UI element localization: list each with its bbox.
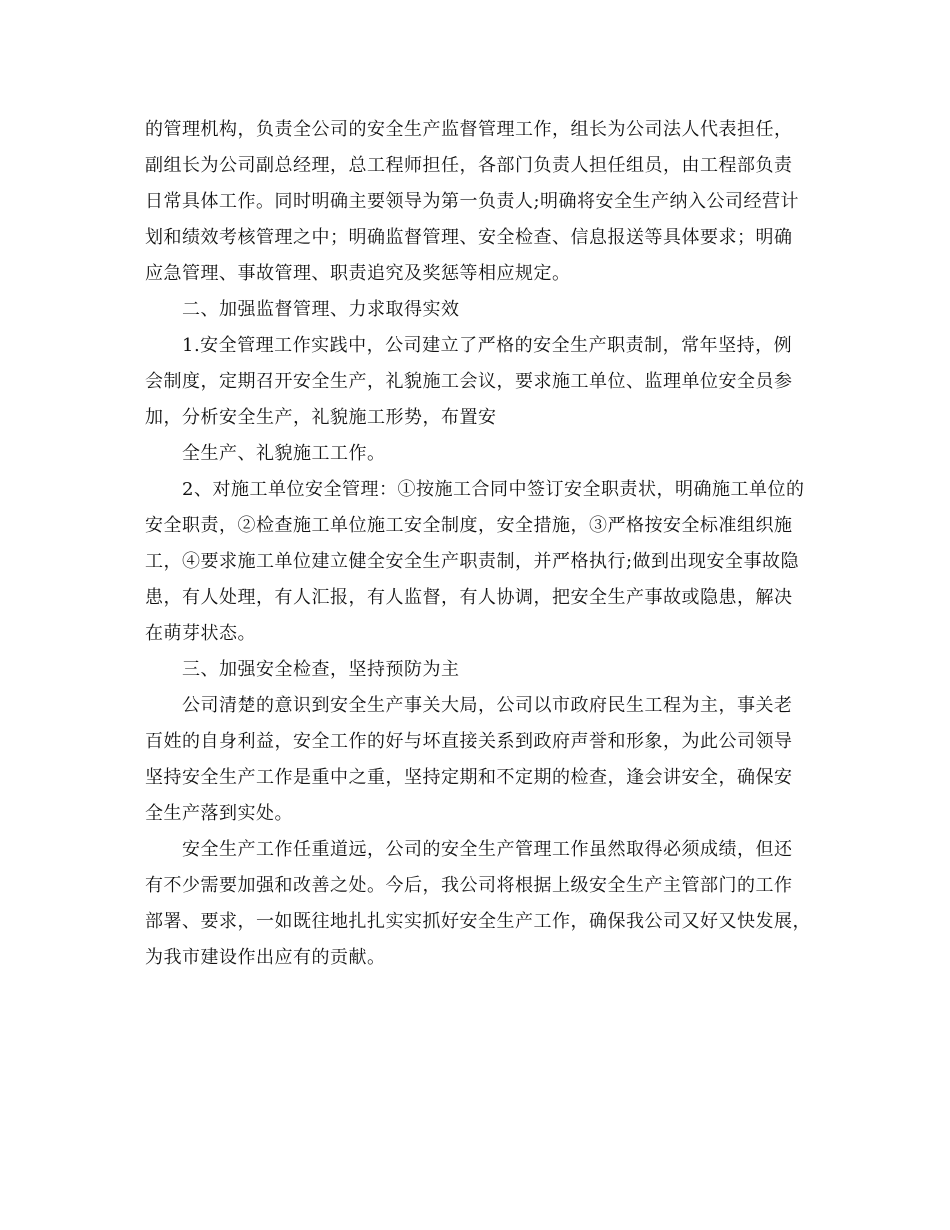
text-line: 1.安全管理工作实践中，公司建立了严格的安全生产职责制，常年坚持，例 [182,335,793,356]
text-line: 工，④要求施工单位建立健全安全生产职责制，并严格执行;做到出现安全事故隐 [145,551,800,572]
text-line: 日常具体工作。同时明确主要领导为第一负责人;明确将安全生产纳入公司经营计 [145,191,800,212]
text-line: 安全生产工作任重道远，公司的安全生产管理工作虽然取得必须成绩，但还 [182,839,793,860]
text-line: 部署、要求，一如既往地扎扎实实抓好安全生产工作，确保我公司又好又快发展， [145,911,811,932]
text-line: 坚持安全生产工作是重中之重，坚持定期和不定期的检查，逢会讲安全，确保安 [145,767,793,788]
text-line: 应急管理、事故管理、职责追究及奖惩等相应规定。 [145,263,571,284]
text-line: 公司清楚的意识到安全生产事关大局，公司以市政府民生工程为主，事关老 [182,695,793,716]
text-line: 百姓的自身利益，安全工作的好与坏直接关系到政府声誉和形象，为此公司领导 [145,731,793,752]
text-line: 的管理机构，负责全公司的安全生产监督管理工作，组长为公司法人代表担任， [145,119,793,140]
text-line: 加，分析安全生产，礼貌施工形势，布置安 [145,407,497,428]
text-line: 划和绩效考核管理之中；明确监督管理、安全检查、信息报送等具体要求；明确 [145,227,793,248]
text-line: 全生产、礼貌施工工作。 [182,443,386,464]
text-line: 副组长为公司副总经理，总工程师担任，各部门负责人担任组员，由工程部负责 [145,155,793,176]
text-line: 2、对施工单位安全管理：①按施工合同中签订安全职责状，明确施工单位的 [182,479,805,500]
text-line: 安全职责，②检查施工单位施工安全制度，安全措施，③严格按安全标准组织施 [145,515,793,536]
text-line: 患，有人处理，有人汇报，有人监督，有人协调，把安全生产事故或隐患，解决 [145,587,793,608]
document-body [145,112,810,976]
text-line: 二、加强监督管理、力求取得实效 [182,299,460,320]
text-line: 全生产落到实处。 [145,803,293,824]
text-line: 为我市建设作出应有的贡献。 [145,947,386,968]
text-line: 三、加强安全检查，坚持预防为主 [182,659,460,680]
text-line: 会制度，定期召开安全生产，礼貌施工会议，要求施工单位、监理单位安全员参 [145,371,793,392]
text-line: 有不少需要加强和改善之处。今后，我公司将根据上级安全生产主管部门的工作 [145,875,793,896]
text-line: 在萌芽状态。 [145,623,256,644]
